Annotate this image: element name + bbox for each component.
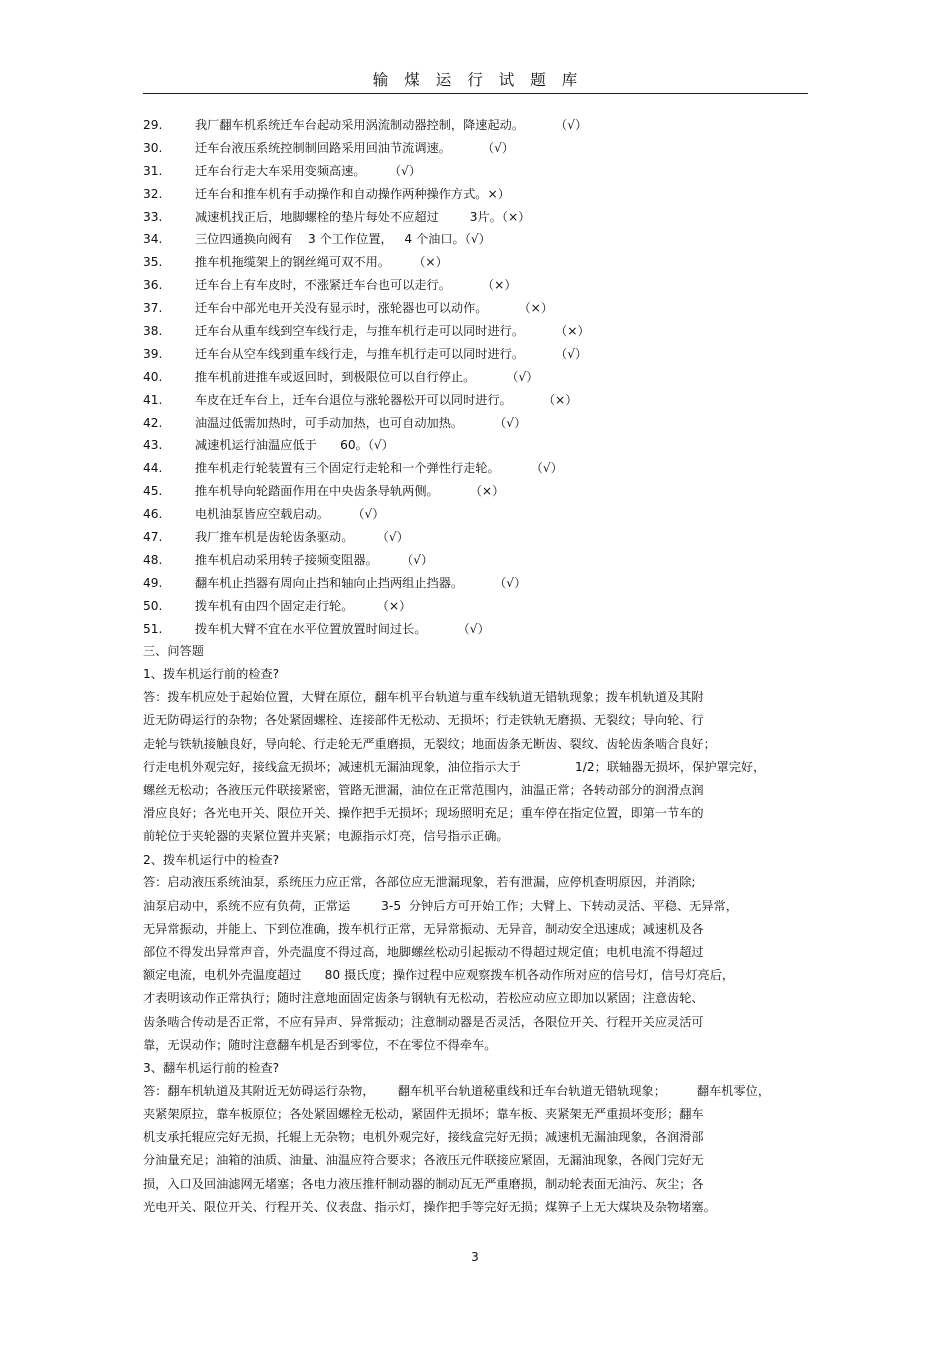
statement-number: 38.	[143, 324, 163, 339]
statement-text: 迁车台液压系统控制制回路采用回油节流调速。 （√）	[195, 140, 515, 155]
statement-number: 48.	[143, 552, 163, 567]
statement-number: 36.	[143, 278, 163, 293]
statement-item	[143, 320, 808, 343]
answer-line: 近无防碍运行的杂物；各处紧固螺栓、连接部件无松动、无损坏；行走铁轨无磨损、无裂纹；导向轮、行	[143, 713, 704, 728]
statement-text: 迁车台和推车机有手动操作和自动操作两种操作方式。×）	[195, 186, 510, 201]
statement-text: 迁车台上有车皮时，不涨紧迁车台也可以走行。 （×）	[195, 278, 517, 293]
question-title: 1、拨车机运行前的检查?	[143, 667, 280, 682]
question-block	[143, 1057, 808, 1219]
answer-line: 无异常振动，并能上、下到位准确，拨车机行正常，无异常振动、无异音，制动安全迅速成；减速机及各	[143, 921, 704, 936]
statement-number: 51.	[143, 621, 163, 636]
statement-text: 拨车机有由四个固定走行轮。 （×）	[195, 598, 412, 613]
page-header-title: 输煤运行试题库	[372, 71, 594, 89]
statement-text: 迁车台中部光电开关没有显示时，涨轮器也可以动作。 （×）	[195, 301, 554, 316]
statement-item	[143, 343, 808, 366]
statement-number: 45.	[143, 484, 163, 499]
statement-item	[143, 434, 808, 457]
question-title: 3、翻车机运行前的检查?	[143, 1060, 280, 1075]
question-title: 2、拨车机运行中的检查?	[143, 852, 280, 867]
answer-line: 分油量充足；油箱的油质、油量、油温应符合要求；各液压元件联接应紧固，无漏油现象，各阀门完好无	[143, 1153, 704, 1168]
statement-number: 47.	[143, 530, 163, 545]
statement-item	[143, 389, 808, 412]
statement-item	[143, 366, 808, 389]
statement-text: 三位四通换向阀有 3 个工作位置， 4 个油口。（√）	[195, 232, 491, 247]
answer-line: 齿条啮合传动是否正常，不应有异声、异常振动；注意制动器是否灵活，各限位开关、行程开关应灵活可	[143, 1014, 704, 1029]
statement-item	[143, 412, 808, 435]
statement-number: 29.	[143, 118, 163, 132]
statement-text: 拨车机大臂不宜在水平位置放置时间过长。 （√）	[195, 621, 490, 636]
statement-text: 推车机前进推车或返回时，到极限位可以自行停止。 （√）	[195, 369, 539, 384]
statement-text: 推车机拖缆架上的钢丝绳可双不用。 （×）	[195, 255, 448, 270]
statement-item	[143, 526, 808, 549]
statement-item	[143, 503, 808, 526]
statement-item	[143, 549, 808, 572]
statement-text: 推车机启动采用转子接频变阻器。 （√）	[195, 552, 434, 567]
answer-line: 靠，无误动作；随时注意翻车机是否到零位，不在零位不得牵车。	[143, 1037, 497, 1052]
statement-item	[143, 618, 808, 641]
answer-line: 答：拨车机应处于起始位置，大臂在原位，翻车机平台轨道与重车线轨道无错轨现象；拨车机轨道及其附	[143, 690, 704, 705]
question-block	[143, 663, 808, 848]
statement-text: 车皮在迁车台上，迁车台退位与涨轮器松开可以同时进行。 （×）	[195, 392, 578, 407]
statement-item	[143, 251, 808, 274]
answer-line: 才表明该动作正常执行；随时注意地面固定齿条与钢轨有无松动，若松应动应立即加以紧固；注意齿轮、	[143, 991, 704, 1006]
statement-item	[143, 183, 808, 206]
answer-line: 光电开关、限位开关、行程开关、仪表盘、指示灯，操作把手等完好无损；煤箅子上无大煤块及杂物堵塞。	[143, 1199, 716, 1214]
statement-number: 44.	[143, 461, 163, 476]
header-rule	[143, 93, 808, 94]
statement-text: 电机油泵皆应空载启动。 （√）	[195, 507, 385, 522]
answer-line: 前轮位于夹轮器的夹紧位置并夹紧；电源指示灯亮，信号指示正确。	[143, 829, 509, 844]
answer-line: 行走电机外观完好，接线盒无损坏；减速机无漏油现象，油位指示大于 1/2；联轴器无损坏，保护罩完好，	[143, 759, 766, 774]
answer-line: 答：启动液压系统油泵，系统压力应正常，各部位应无泄漏现象，若有泄漏，应停机查明原因，并消除;	[143, 875, 696, 890]
statement-number: 30.	[143, 140, 163, 155]
statement-text: 我厂翻车机系统迁车台起动采用涡流制动器控制，降速起动。 （√）	[195, 118, 588, 132]
answer-line: 答：翻车机轨道及其附近无妨碍运行杂物， 翻车机平台轨道秘重线和迁车台轨道无错轨现象； 翻车机零位，	[143, 1083, 771, 1098]
statement-number: 43.	[143, 438, 163, 453]
statement-number: 46.	[143, 507, 163, 522]
question-answer-list	[143, 663, 808, 1219]
statement-number: 31.	[143, 163, 163, 178]
answer-line: 夹紧架原拉，靠车板原位；各处紧固螺栓无松动，紧固件无损坏；靠车板、夹紧架无严重损坏变形；翻车	[143, 1107, 704, 1122]
statement-item	[143, 457, 808, 480]
statement-number: 50.	[143, 598, 163, 613]
statement-item	[143, 228, 808, 251]
statement-text: 油温过低需加热时，可手动加热，也可自动加热。 （√）	[195, 415, 527, 430]
section-title: 三、问答题	[143, 644, 204, 659]
statement-text: 翻车机止挡器有周向止挡和轴向止挡两组止挡器。 （√）	[195, 575, 527, 590]
statement-item	[143, 114, 808, 137]
statement-item	[143, 206, 808, 229]
statement-number: 41.	[143, 392, 163, 407]
document-body	[143, 114, 808, 1219]
statement-item	[143, 297, 808, 320]
statement-number: 39.	[143, 346, 163, 361]
statement-number: 49.	[143, 575, 163, 590]
statement-number: 37.	[143, 301, 163, 316]
answer-line: 部位不得发出异常声音，外壳温度不得过高，地脚螺丝松动引起振动不得超过规定值；电机电流不得超过	[143, 945, 704, 960]
statement-text: 我厂推车机是齿轮齿条驱动。 （√）	[195, 530, 409, 545]
statement-item	[143, 480, 808, 503]
answer-line: 额定电流，电机外壳温度超过 80 摄氏度；操作过程中应观察拨车机各动作所对应的信号灯，信号灯亮后，	[143, 968, 735, 983]
statement-text: 迁车台从重车线到空车线行走，与推车机行走可以同时进行。 （×）	[195, 324, 590, 339]
answer-line: 油泵启动中，系统不应有负荷，正常运 3-5 分钟后方可开始工作；大臂上、下转动灵活、平稳、无异常，	[143, 898, 738, 913]
statement-text: 推车机走行轮装置有三个固定行走轮和一个弹性行走轮。 （√）	[195, 461, 563, 476]
answer-line: 走轮与铁轨接触良好，导向轮、行走轮无严重磨损，无裂纹；地面齿条无断齿、裂纹、齿轮齿条啮合良好；	[143, 736, 716, 751]
statement-number: 35.	[143, 255, 163, 270]
statement-item	[143, 274, 808, 297]
statement-text: 推车机导向轮踏面作用在中央齿条导轨两侧。 （×）	[195, 484, 505, 499]
statement-text: 迁车台行走大车采用变频高速。 （√）	[195, 163, 422, 178]
statement-number: 32.	[143, 186, 163, 201]
statement-number: 42.	[143, 415, 163, 430]
statement-number: 33.	[143, 209, 163, 224]
true-false-list	[143, 114, 808, 640]
answer-line: 机支承托辊应完好无损，托辊上无杂物；电机外观完好，接线盒完好无损；减速机无漏油现象，各润滑部	[143, 1130, 704, 1145]
statement-text: 减速机找正后，地脚螺栓的垫片每处不应超过 3片。（×）	[195, 209, 531, 224]
statement-item	[143, 595, 808, 618]
statement-item	[143, 572, 808, 595]
statement-number: 34.	[143, 232, 163, 247]
statement-number: 40.	[143, 369, 163, 384]
answer-line: 滑应良好；各光电开关、限位开关、操作把手无损坏；现场照明充足；重车停在指定位置，即第一节车的	[143, 806, 704, 821]
statement-text: 迁车台从空车线到重车线行走，与推车机行走可以同时进行。 （√）	[195, 346, 588, 361]
answer-line: 损，入口及回油滤网无堵塞；各电力液压推杆制动器的制动瓦无严重磨损，制动轮表面无油污、灰尘；各	[143, 1176, 704, 1191]
statement-item	[143, 160, 808, 183]
answer-line: 螺丝无松动；各液压元件联接紧密，管路无泄漏，油位在正常范围内，油温正常；各转动部分的润滑点润	[143, 783, 704, 798]
question-block	[143, 849, 808, 1057]
page-number: 3	[471, 1250, 479, 1264]
statement-item	[143, 137, 808, 160]
statement-text: 减速机运行油温应低于 60。（√）	[195, 438, 394, 453]
